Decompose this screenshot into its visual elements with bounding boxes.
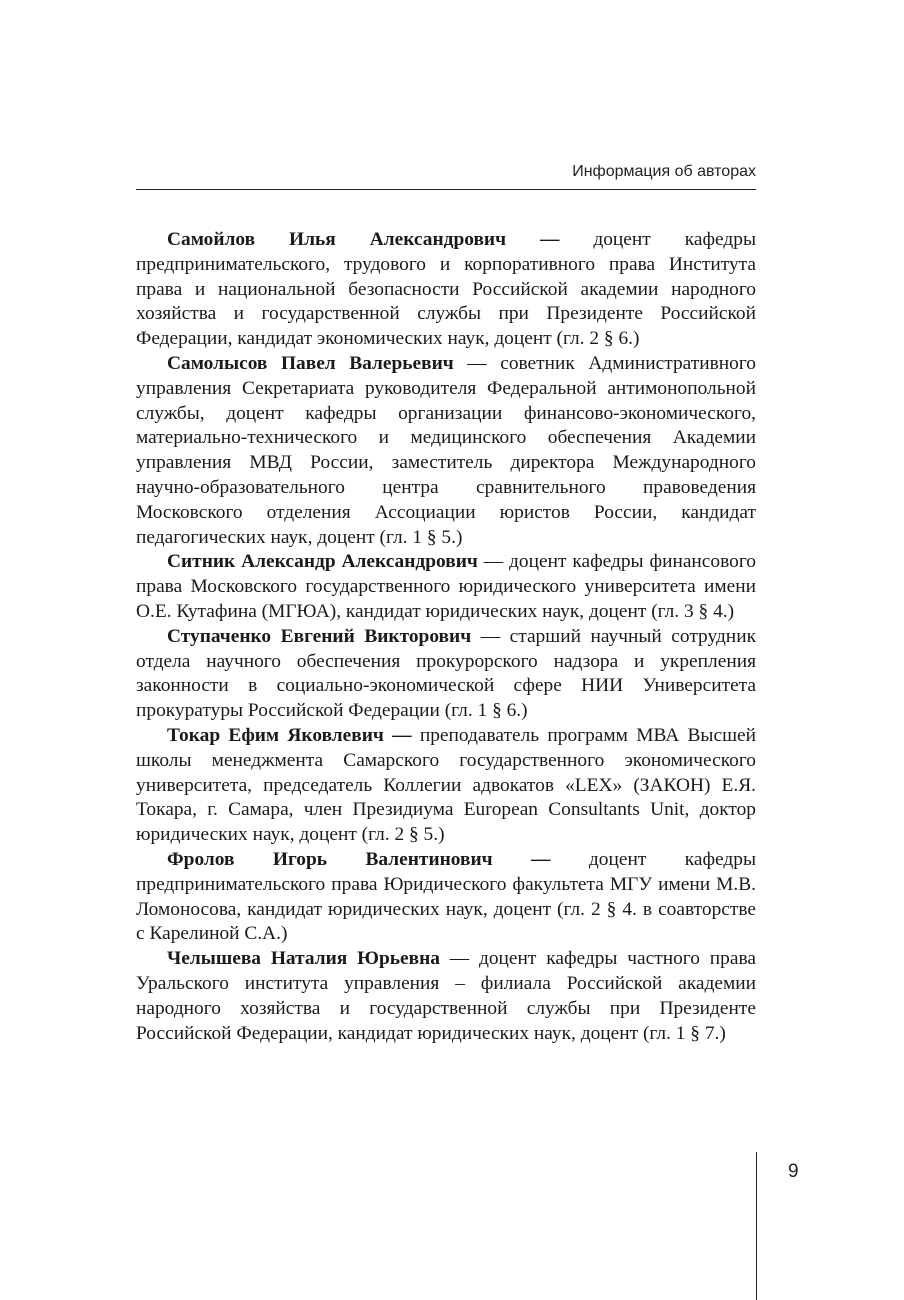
running-head: Информация об авторах — [572, 163, 756, 180]
author-description: — доцент кафедры финансового права Московского государственного юридического университета имени О.Е. Кутафина (МГЮА), кандидат юридических наук, доцент (гл. 3 § 4.) — [136, 551, 756, 622]
author-description: преподаватель программ МВА Высшей школы менеджмента Самарского государственного экономического университета, председатель Коллегии адвокатов «LEX» (ЗАКОН) Е.Я. Токара, г. Самара, член Президиума European Consultants Unit, доктор юридических наук, доцент (гл. 2 § 5.) — [136, 724, 756, 846]
author-name: Ситник Александр Александрович — [167, 551, 478, 573]
author-entry — [136, 228, 756, 352]
author-entry — [136, 550, 756, 624]
author-entry — [136, 848, 756, 947]
page-number-rule — [756, 1152, 757, 1300]
author-description: — советник Административного управления Секретариата руководителя Федеральной антимонопольной службы, доцент кафедры организации финансово-экономического, материально-технического и медицинского обеспечения Академии управления МВД России, заместитель директора Международного научно-образовательного центра сравнительного правоведения Московского отделения Ассоциации юристов России, кандидат педагогических наук, доцент (гл. 1 § 5.) — [136, 352, 756, 548]
author-entry — [136, 947, 756, 1046]
author-entry — [136, 625, 756, 724]
page-number: 9 — [788, 1161, 799, 1182]
author-description: — доцент кафедры частного права Уральского института управления – филиала Российской академии народного хозяйства и государственной службы при Президенте Российской Федерации, кандидат юридических наук, доцент (гл. 1 § 7.) — [136, 948, 756, 1044]
author-name: Фролов Игорь Валентинович — — [167, 848, 551, 870]
author-name: Токар Ефим Яковлевич — — [167, 724, 412, 746]
author-name: Самойлов Илья Александрович — — [167, 229, 560, 250]
author-list — [136, 228, 756, 1046]
author-description: — старший научный сотрудник отдела научного обеспечения прокурорского надзора и укрепления законности в социально-экономической сфере НИИ Университета прокуратуры Российской Федерации (гл. 1 § 6.) — [136, 625, 756, 722]
author-description: доцент кафедры предпринимательского права Юридического факультета МГУ имени М.В. Ломоносова, кандидат юридических наук, доцент (гл. 2 § 4. в соавторстве с Карелиной С.А.) — [136, 848, 756, 945]
author-name: Ступаченко Евгений Викторович — [167, 625, 472, 647]
author-entry — [136, 724, 756, 848]
header-rule — [136, 189, 756, 190]
author-name: Челышева Наталия Юрьевна — [167, 948, 440, 970]
author-name: Самолысов Павел Валерьевич — [167, 352, 454, 374]
author-entry — [136, 352, 756, 550]
author-description: доцент кафедры предпринимательского, трудового и корпоративного права Института права и национальной безопасности Российской академии народного хозяйства и государственной службы при Президенте Российской Федерации, кандидат экономических наук, доцент (гл. 2 § 6.) — [136, 229, 756, 350]
